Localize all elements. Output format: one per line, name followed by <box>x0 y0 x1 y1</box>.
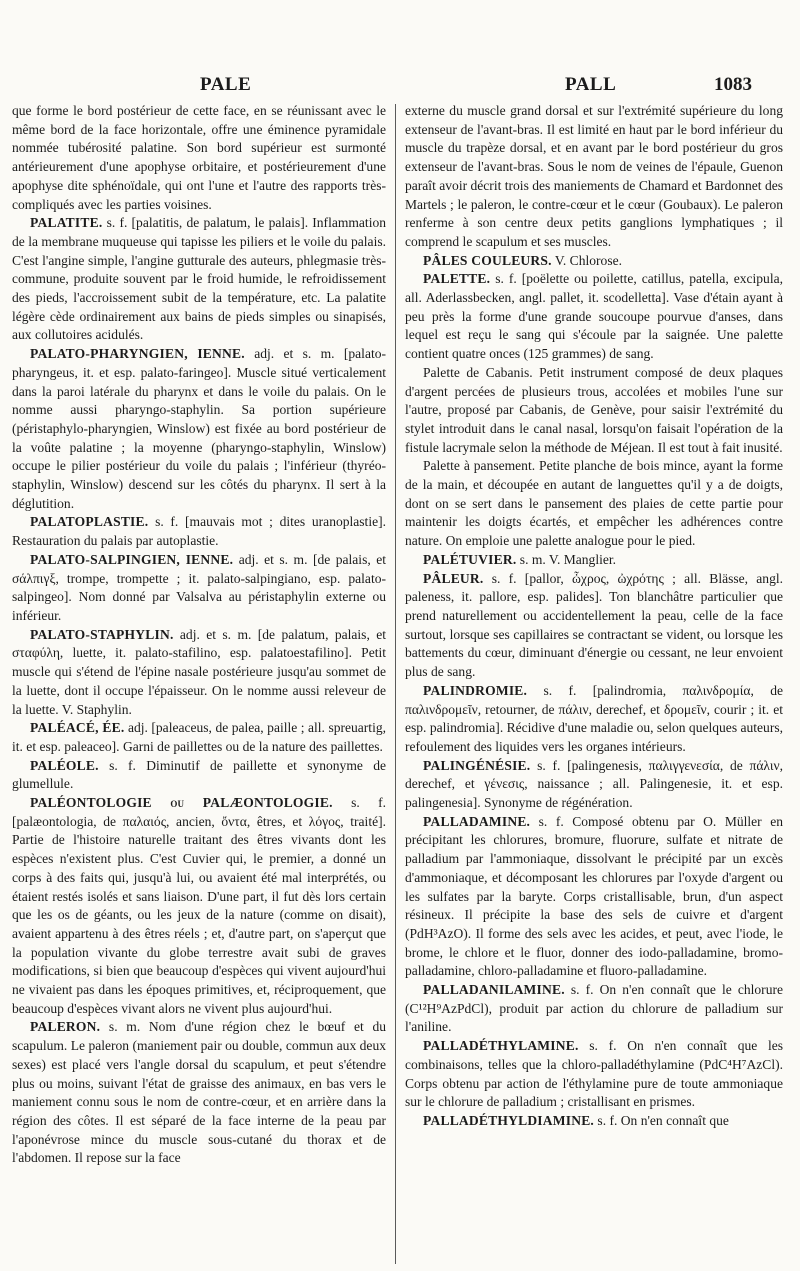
entry-definition: adj. [paleaceus, de palea, paille ; all. spreuartig, it. et esp. paleaceo]. Garni de paillettes ou de la nature des paillettes. <box>12 720 386 754</box>
dictionary-entry-palato-staphylin <box>12 626 386 720</box>
entry-headword: PALLADANILAMINE. <box>423 982 565 998</box>
entry-definition: s. f. [palatitis, de palatum, le palais]. Inflammation de la membrane muqueuse qui tapisse les piliers et le voile du palais. C'est l'angine simple, l'angine gutturale des auteurs, phlegmasie très-commune, produite souvent par le froid humide, le refroidissement des pieds, l'accroissement subit de la température, etc. La palatite légère cède ordinairement aux bains de pieds simples ou sinapisés, aux collutoires acidulés. <box>12 215 386 343</box>
entry-headword: PALINGÉNÉSIE. <box>423 757 531 773</box>
dictionary-entry-palette <box>405 270 783 364</box>
entry-headword: PÂLES COULEURS. <box>423 252 552 268</box>
dictionary-entry-palette-pansement <box>405 457 783 551</box>
entry-headword: PALÉOLE. <box>30 757 99 773</box>
dictionary-entry-palladethylamine <box>405 1037 783 1112</box>
dictionary-entry-paleron-cont <box>405 102 783 252</box>
entry-headword: PALLADÉTHYLAMINE. <box>423 1038 579 1054</box>
dictionary-entry-palais-cont <box>12 102 386 214</box>
dictionary-entry-paleace <box>12 719 386 756</box>
entry-definition: s. f. [mauvais mot ; dites uranoplastie]. Restauration du palais par autoplastie. <box>12 514 386 549</box>
dictionary-entry-paleur <box>405 570 783 682</box>
entry-headword: PALERON. <box>30 1019 101 1035</box>
dictionary-entry-palladamine <box>405 813 783 981</box>
dictionary-entry-palingenesie <box>405 757 783 813</box>
entry-headword: PALATITE. <box>30 215 103 231</box>
dictionary-entry-palindromie <box>405 682 783 757</box>
dictionary-entry-palatoplastie <box>12 513 386 550</box>
dictionary-entry-palato-salpingien <box>12 551 386 626</box>
entry-definition: que forme le bord postérieur de cette face, en se réunissant avec le même bord de la face horizontale, offre une éminence pyramidale nommée tubérosité palatine. Son bord supérieur est surmonté antérieurement d'une apophyse orbitaire, et postérieurement d'une apophyse dite sphénoïdale, qui ont l'une et l'autre des rapports très-compliqués avec les parties voisines. <box>12 103 386 212</box>
left-column <box>12 102 386 1267</box>
entry-definition: adj. et s. m. [de palatum, palais, et σταφύλη, luette, it. palato-stafilino, esp. palatoestafilino]. Petit muscle qui s'étend de l'épine nasale postérieure jusqu'au sommet de la luette, dont il occupe l'épaisseur. On le nomme aussi releveur de la luette. V. Staphylin. <box>12 626 386 717</box>
entry-definition: s. f. On n'en connaît que les combinaisons, telles que la chloro-palladéthylamine (PdC⁴H⁷AzCl). Corps obtenu par action de l'éthylamine pure de toute ammoniaque sur le chlorure de palladium ; cristallisant en prismes. <box>405 1038 783 1110</box>
entry-headword: PALATO-PHARYNGIEN, IENNE. <box>30 346 245 362</box>
dictionary-entry-palette-cabanis <box>405 364 783 458</box>
dictionary-entry-paleron <box>12 1018 386 1168</box>
entry-headword: PÂLEUR. <box>423 570 484 586</box>
entry-definition: adj. et s. m. [palato-pharyngeus, it. et esp. palato-faringeo]. Muscle situé verticalement dans la paroi latérale du pharynx et dans le voile du palais. On le nomme aussi pharyngo-staphylin. Sa portion supérieure (péristaphylo-pharyngien, Winslow) est fixée au bord postérieur de la voûte palatine ; la moyenne (pharyngo-staphylin, Winslow) occupe le pilier postérieur du voile du palais ; l'inférieur (thyréo-staphylin, Winslow) descend sur les côtés du pharynx. Il sert à la déglutition. <box>12 346 386 511</box>
dictionary-entry-paletuvier <box>405 551 783 570</box>
entry-headword: PALETTE. <box>423 271 491 287</box>
entry-definition: s. f. [palingenesis, παλιγγενεσία, de πάλιν, derechef, et γένεσις, naissance ; all. Palingenesie, it. et esp. palingenesia]. Synonyme de régénération. <box>405 757 783 811</box>
entry-headword: PALLADAMINE. <box>423 813 531 829</box>
entry-definition: s. f. Diminutif de paillette et synonyme de glumellule. <box>12 757 386 792</box>
dictionary-entry-paleontologie <box>12 794 386 1018</box>
entry-definition: s. f. [poëlette ou poilette, catillus, patella, excipula, all. Aderlassbecken, angl. pallet, it. scodelletta]. Vase d'étain ayant à peu près la forme d'une grande soucoupe pourvue d'anses, dans lequel est reçu le sang qui s'écoule par la saignée. Une palette contient quatre onces (125 grammes) de sang. <box>405 271 783 362</box>
running-head-left: PALE <box>200 74 252 95</box>
entry-definition: s. f. On n'en connaît que le chlorure (C¹²H⁹AzPdCl), produit par action du chlorure de palladium sur l'aniline. <box>405 982 783 1035</box>
page-number: 1083 <box>714 74 752 95</box>
dictionary-entry-palladethyldiamine <box>405 1112 783 1131</box>
dictionary-entry-paleole <box>12 757 386 794</box>
dictionary-entry-palladanilamine <box>405 981 783 1037</box>
entry-definition: s. f. [palindromia, παλινδρομία, de παλινδρομεῖν, retourner, de πάλιν, derechef, et δρομεῖν, courir ; it. et esp. palindromia]. Récidive d'une maladie ou, selon quelques auteurs, refoulement des liquides vers les organes intérieurs. <box>405 682 783 754</box>
column-divider <box>395 104 396 1264</box>
entry-definition: Palette à pansement. Petite planche de bois mince, ayant la forme de la main, et découpée en autant de languettes qu'il y a de doigts, dont on se sert dans le pansement des plaies de cette partie pour maintenir les doigts écartés, et empêcher les adhérences contre nature. On emploie une palette analogue pour le pied. <box>405 458 783 549</box>
entry-headword: PALLADÉTHYLDIAMINE. <box>423 1112 595 1128</box>
entry-definition: s. m. Nom d'une région chez le bœuf et du scapulum. Le paleron (maniement pair ou double, commun aux deux sexes) est placé vers l'angle dorsal du scapulum, et peut s'étendre plus ou moins, suivant l'état de graisse des animaux, en bas vers le maniement connu sous le nom de contre-cœur, et en arrière dans la région des côtes. Il est séparé de la face interne de la peau par l'aponévrose mince du muscle sous-cutané du thorax et de l'abdomen. Il repose sur la face <box>12 1019 386 1166</box>
dictionary-entry-pales-couleurs <box>405 252 783 271</box>
entry-headword: PALATO-SALPINGIEN, IENNE. <box>30 551 234 567</box>
entry-definition: s. f. [pallor, ὦχρος, ὠχρότης ; all. Blässe, angl. paleness, it. pallore, esp. palides]. Ton blanchâtre particulier que prend naturellement ou accidentellement la peau, celle de la face surtout, lorsque ses capillaires se contractant se vident, ou lorsque les battements du cœur, diminuant d'énergie ou cessant, ne leur envoient plus de sang. <box>405 570 783 680</box>
entry-definition: adj. et s. m. [de palais, et σάλπιγξ, trompe, trompette ; it. palato-salpingiano, esp. palato-salpingeo]. Nom donné par Valsalva au péristaphylin externe ou inférieur. <box>12 551 386 623</box>
dictionary-entry-palato-pharyngien <box>12 345 386 513</box>
entry-definition: externe du muscle grand dorsal et sur l'extrémité supérieure du long extenseur de l'avant-bras. Il est limité en haut par le bord inférieur du muscle du trapèze dorsal, et en avant par le bord postérieur du gros extenseur de l'avant-bras. Sous le nom de veines de l'épaule, Guenon paraît avoir décrit trois des maniements de Chamard et Bardonnet des Martels ; le paleron, le contre-cœur et le cœur (Goubaux). Le paleron renferme à son centre deux petits ganglions lymphatiques ; il comprend le scapulum et ses muscles. <box>405 103 783 249</box>
page-header <box>0 74 800 98</box>
entry-headword: PALÉONTOLOGIE ou PALÆONTOLOGIE. <box>30 795 333 811</box>
right-column <box>405 102 783 1267</box>
entry-definition: Palette de Cabanis. Petit instrument composé de deux plaques d'argent percées de plusieurs trous, accolées et mobiles l'une sur l'autre, proposé par Cabanis, de Genève, pour saisir l'extrémité du stylet introduit dans le canal nasal, lorsqu'on faisait l'opération de la fistule lacrymale selon la méthode de Méjean. Il est tout à fait inusité. <box>405 364 783 455</box>
entry-definition: s. f. Composé obtenu par O. Müller en précipitant les chlorures, bromure, fluorure, sulfate et nitrate de palladium par l'ammoniaque, dissolvant le précipité par un excès d'ammoniaque, et décomposant les chlorures par l'oxyde d'argent ou les sulfates par la baryte. Corps cristallisable, brun, d'un aspect résineux. Il précipite la base des sels de cuivre et d'argent (PdH³AzO). Il forme des sels avec les acides, et peut, avec l'iode, le brome, le chlore et le fluor, donner des iodo-palladamine, bromo-palladamine, chloro-palladamine et fluoro-palladamine. <box>405 813 783 979</box>
entry-definition: s. m. V. Manglier. <box>519 551 617 567</box>
entry-headword: PALÉACÉ, ÉE. <box>30 720 125 736</box>
entry-definition: s. f. [palæontologia, de παλαιός, ancien, ὄντα, êtres, et λόγος, traité]. Partie de l'histoire naturelle traitant des êtres vivants dont les espèces n'existent plus. C'est Cuvier qui, le premier, a donné un corps à des faits qui, jusqu'à lui, ou avaient été mal interprétés, ou étaient restés isolés et sans liaison. D'une part, il fut dès lors certain que les os de géants, ou les jeux de la nature (comme on disait), avaient appartenu à des êtres réels ; et, d'autre part, on s'aperçut que la population vivante du globe terrestre avait subi de graves modifications, si bien que beaucoup d'espèces qui vivent aujourd'hui ne vivaient pas dans les époques primitives, et, réciproquement, que beaucoup d'espèces vivant alors ne vivent plus aujourd'hui. <box>12 795 386 1016</box>
entry-headword: PALÉTUVIER. <box>423 551 517 567</box>
entry-definition: s. f. On n'en connaît que <box>597 1112 729 1128</box>
entry-definition: V. Chlorose. <box>554 252 622 268</box>
dictionary-entry-palatite <box>12 214 386 345</box>
entry-headword: PALATOPLASTIE. <box>30 514 149 530</box>
entry-headword: PALINDROMIE. <box>423 682 528 698</box>
running-head-right: PALL <box>565 74 617 95</box>
entry-headword: PALATO-STAPHYLIN. <box>30 626 174 642</box>
